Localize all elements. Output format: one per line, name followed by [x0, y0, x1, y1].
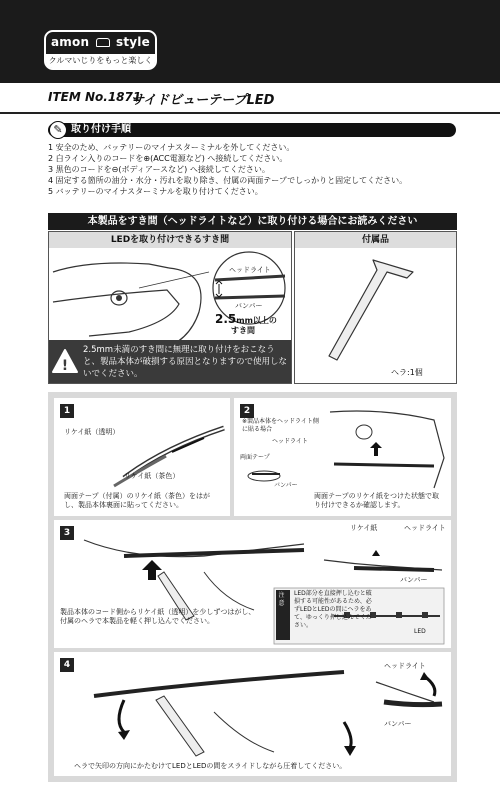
label-headlight: ヘッドライト [229, 266, 271, 274]
label-headlight: ヘッドライト [384, 662, 426, 670]
step-3-card [54, 520, 451, 648]
caution-box [49, 340, 291, 383]
step-3-illustration [54, 520, 451, 648]
install-step: 1 安全のため、バッテリーのマイナスターミナルを外してください。 [48, 143, 295, 152]
item-title: サイドビューテープLED [131, 93, 275, 108]
step-number: 4 [60, 658, 74, 672]
step-1-caption: 両面テープ（付属）のリケイ紙（茶色）をはがし、製品本体裏面に貼ってください。 [64, 492, 211, 509]
install-heading: 取り付け手順 [71, 124, 131, 135]
step-1-card [54, 398, 230, 516]
brand-name-right: style [115, 35, 150, 49]
item-number: ITEM No.1871 [48, 90, 142, 104]
label-bumper: バンパー [384, 720, 412, 728]
step-number: 3 [60, 526, 74, 540]
brand-name-left: amon [51, 35, 90, 49]
step-2-caption: 両面テープのリケイ紙をつけた状態で取り付けできるか確認します。 [314, 492, 440, 509]
wrench-icon: ✎ [49, 121, 67, 139]
label-bumper: バンパー [235, 302, 263, 310]
label-headlight: ヘッドライト [404, 524, 446, 532]
step-number: 2 [240, 404, 254, 418]
label-led: LED [414, 628, 426, 635]
accessory-caption: ヘラ:1個 [391, 368, 423, 377]
caution-text: 2.5mm未満のすき間に無理に取り付けをおこなうと、製品本体が破損する原因となりますので使用しないでください。 [83, 345, 288, 379]
brand-tagline: クルマいじりをもっと楽しく [46, 54, 155, 68]
gap-diagram-title: LEDを取り付けできるすき間 [49, 232, 291, 248]
install-steps [48, 142, 468, 197]
step-4-caption: ヘラで矢印の方向にかたむけてLEDとLEDの間をスライドしながら圧着してください。 [74, 762, 347, 770]
note-tag: 注意 [278, 592, 285, 607]
label-brown-paper: リケイ紙（茶色） [124, 472, 180, 480]
gap-suffix: すき間 [231, 326, 255, 335]
label-bumper: バンパー [400, 576, 428, 584]
warning-icon [49, 340, 81, 383]
car-icon [96, 38, 110, 47]
step-2-card [234, 398, 451, 516]
install-step: 4 固定する箇所の油分・水分・汚れを取り除き、付属の両面テープでしっかりと固定してください。 [48, 176, 408, 185]
procedure-panel [48, 392, 457, 782]
step-2-note: ※製品本体をヘッドライト側に貼る場合 [242, 418, 319, 433]
label-bumper: バンパー [274, 482, 298, 489]
step-3-caption: 製品本体のコード側からリケイ紙（透明）を少しずつはがし、付属のヘラで本製品を軽く押し込んでください。 [60, 608, 256, 625]
spatula-icon [295, 232, 458, 385]
svg-text:!: ! [61, 358, 69, 374]
gap-unit: mm以上の [236, 316, 277, 325]
step-number: 1 [60, 404, 74, 418]
step-3-note: LED部分を直接押し込むと破損する可能性があるため、必ずLEDとLEDの間にヘラをあて、ゆっくり押し込んでください。 [294, 590, 372, 629]
install-step: 2 白ライン入りのコードを⊕(ACC電源など) へ接続してください。 [48, 154, 288, 163]
gap-value: 2.5 [215, 312, 237, 326]
install-step: 3 黒色のコードを⊖(ボディアースなど) へ接続してください。 [48, 165, 270, 174]
label-paper: リケイ紙 [350, 524, 378, 532]
label-tape: 両面テープ [240, 454, 270, 461]
label-clear-paper: リケイ紙（透明） [64, 428, 120, 436]
brand-logo [44, 30, 157, 70]
install-step: 5 バッテリーのマイナスターミナルを取り付けてください。 [48, 187, 263, 196]
divider [0, 112, 500, 114]
accessory-title: 付属品 [295, 232, 456, 248]
step-4-card [54, 652, 451, 776]
accessory-box [294, 231, 457, 384]
label-headlight: ヘッドライト [272, 438, 308, 445]
gap-notice-banner: 本製品をすき間（ヘッドライトなど）に取り付ける場合にお読みください [48, 213, 457, 230]
